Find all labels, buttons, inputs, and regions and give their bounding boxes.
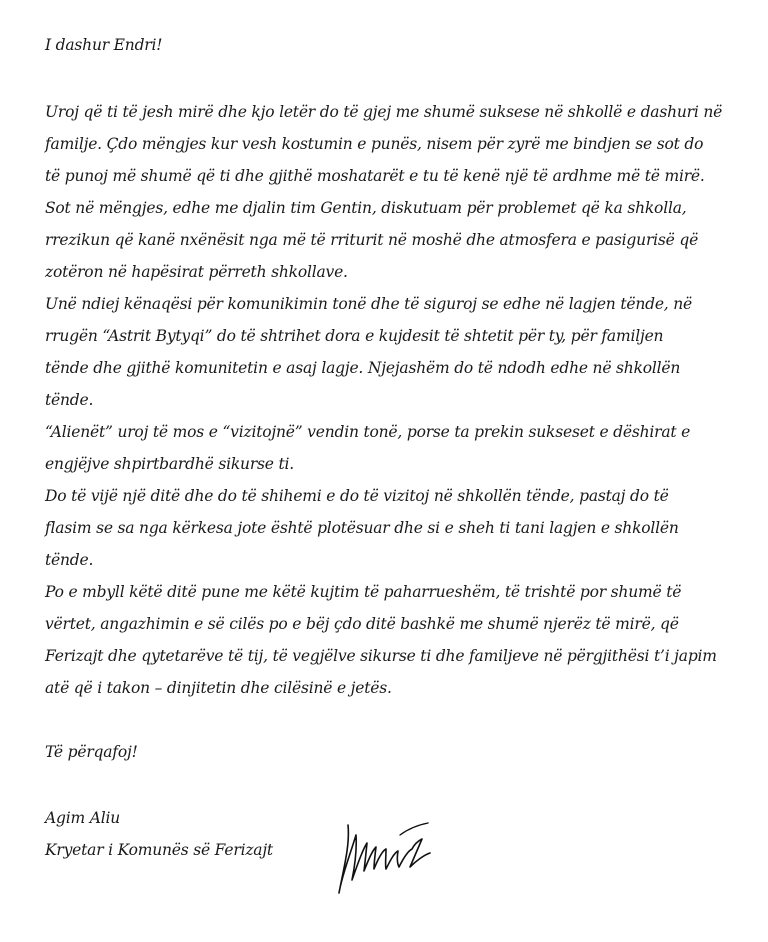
letter-greeting: I dashur Endri! <box>45 36 163 54</box>
letter-body-line: engjëjve shpirtbardhë sikurse ti. <box>45 455 295 473</box>
letter-body-line: tënde. <box>45 391 94 409</box>
signature-image <box>330 805 440 905</box>
letter-body-line: atë që i takon – dinjitetin dhe cilësinë e jetës. <box>45 679 392 697</box>
letter-body-line: Do të vijë një ditë dhe do të shihemi e do të vizitoj në shkollën tënde, pastaj do të <box>45 487 669 505</box>
letter-body-line: rrezikun që kanë nxënësit nga më të rriturit në moshë dhe atmosfera e pasigurisë që <box>45 231 699 249</box>
letter-body-line: tënde dhe gjithë komunitetin e asaj lagje. Njejashëm do të ndodh edhe në shkollën <box>45 359 681 377</box>
letter-body-line: rrugën “Astrit Bytyqi” do të shtrihet dora e kujdesit të shtetit për ty, për familjen <box>45 327 664 345</box>
letter-body-line: Unë ndiej kënaqësi për komunikimin tonë dhe të siguroj se edhe në lagjen tënde, në <box>45 295 693 313</box>
letter-body-line: Uroj që ti të jesh mirë dhe kjo letër do të gjej me shumë suksese në shkollë e dashuri në <box>45 103 723 121</box>
letter-body-line: zotëron në hapësirat përreth shkollave. <box>45 263 348 281</box>
letter-body-line: vërtet, angazhimin e së cilës po e bëj çdo ditë bashkë me shumë njerëz të mirë, që <box>45 615 679 633</box>
letter-body-line: të punoj më shumë që ti dhe gjithë moshatarët e tu të kenë një të ardhme më të mirë. <box>45 167 705 185</box>
letter-body-line: familje. Çdo mëngjes kur vesh kostumin e punës, nisem për zyrë me bindjen se sot do <box>45 135 704 153</box>
letter-body-line: Sot në mëngjes, edhe me djalin tim Gentin, diskutuam për problemet që ka shkolla, <box>45 199 687 217</box>
sender-name: Agim Aliu <box>45 809 120 827</box>
letter-closing: Të përqafoj! <box>45 743 138 761</box>
letter-body-line: Po e mbyll këtë ditë pune me këtë kujtim të paharrueshëm, të trishtë por shumë të <box>45 583 682 601</box>
letter-body-line: flasim se sa nga kërkesa jote është plotësuar dhe si e sheh ti tani lagjen e shkollën <box>45 519 679 537</box>
sender-title: Kryetar i Komunës së Ferizajt <box>45 841 273 859</box>
letter-body-line: tënde. <box>45 551 94 569</box>
letter-body-line: Ferizajt dhe qytetarëve të tij, të vegjëlve sikurse ti dhe familjeve në përgjithësi t’i japim <box>45 647 717 665</box>
letter-body-line: “Alienët” uroj të mos e “vizitojnë” vendin tonë, porse ta prekin sukseset e dëshirat e <box>45 423 691 441</box>
